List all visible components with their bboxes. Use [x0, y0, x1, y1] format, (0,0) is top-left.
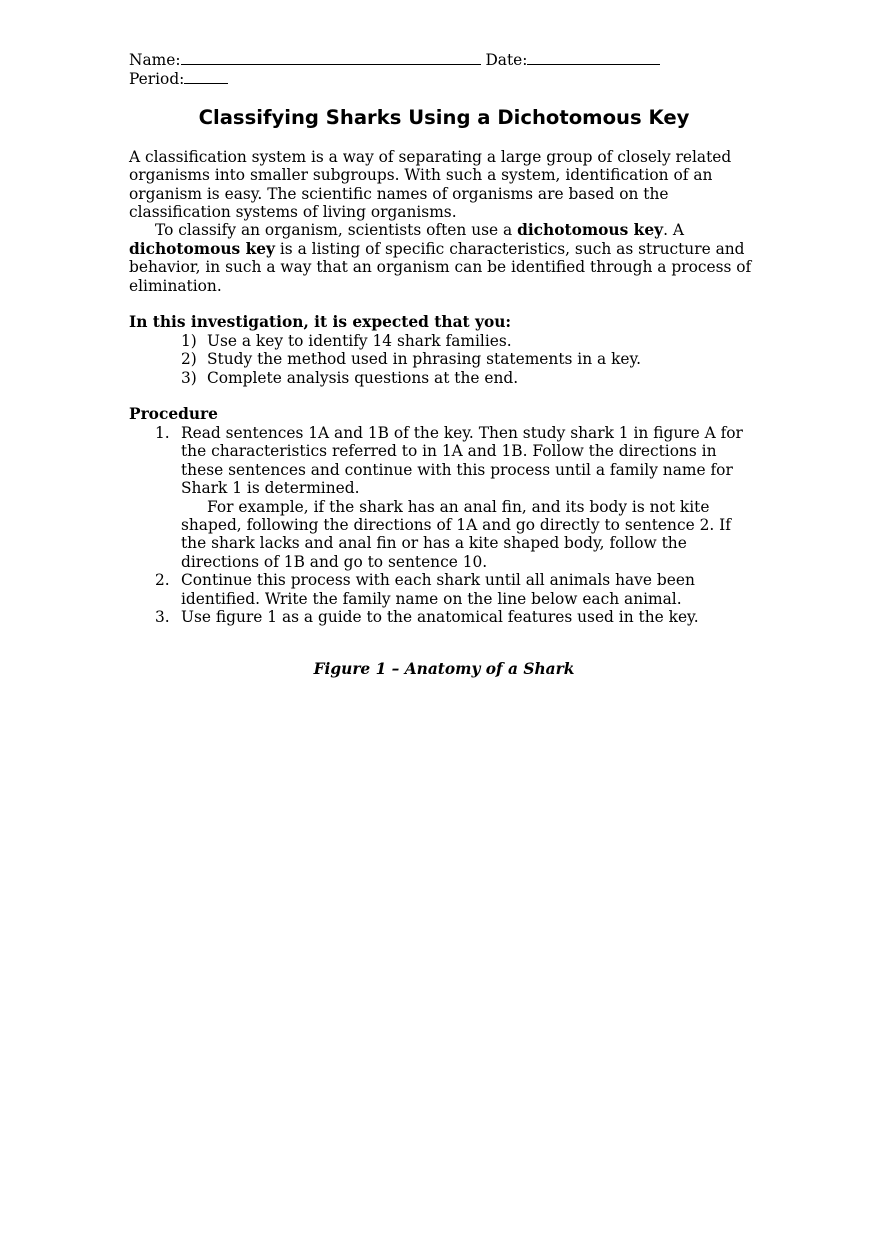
name-date-line [129, 50, 759, 69]
figure-caption: Figure 1 – Anatomy of a Shark [313, 660, 575, 679]
list-item [129, 608, 759, 626]
intro-term-1: dichotomous key [517, 221, 664, 240]
list-item-text: Use a key to identify 14 shark families. [207, 331, 512, 350]
intro-p2-mid: . A [663, 221, 684, 240]
name-label: Name: [129, 51, 181, 69]
period-label: Period: [129, 70, 185, 89]
list-item [129, 424, 759, 571]
intro-p2-end: is a listing of specific characteristics, such as structure and behavior, in such a way that an organism can be identified through a process of elimination. [129, 239, 752, 295]
intro-p2-start: To classify an organism, scientists often use a [155, 221, 518, 240]
list-item-number: 3. [155, 607, 170, 626]
goals-heading [129, 313, 759, 331]
date-label: Date: [485, 51, 528, 69]
list-item-text: Complete analysis questions at the end. [207, 368, 519, 387]
list-item-text: Use figure 1 as a guide to the anatomical features used in the key. [181, 607, 699, 626]
example-text: For example, if the shark has an anal fin, and its body is not kite shaped, following the directions of 1A and go directly to sentence 2. If the shark lacks and anal fin or has a kite shaped body, follow the directions of 1B and go to sentence 10. [181, 497, 731, 571]
name-blank [181, 50, 481, 65]
page-title: Classifying Sharks Using a Dichotomous Key [198, 105, 690, 129]
period-blank [184, 69, 228, 84]
intro-paragraph-1: A classification system is a way of separating a large group of closely related organisms into smaller subgroups. With such a system, identification of an organism is easy. The scientific names of organisms are based on the classification systems of living organisms. [129, 147, 732, 222]
list-item-text: Continue this process with each shark until all animals have been identified. Write the family name on the line below each animal. [181, 571, 695, 608]
goals-list [129, 332, 759, 387]
list-item [129, 350, 759, 368]
list-item [129, 571, 759, 608]
procedure-list [129, 424, 759, 626]
period-line [129, 69, 759, 88]
list-item-number: 1. [155, 423, 170, 442]
list-item [129, 369, 759, 387]
list-item-number: 2. [155, 571, 170, 590]
worksheet-page [129, 50, 759, 679]
intro-paragraph-2 [129, 221, 759, 295]
list-item-number: 1) [181, 331, 197, 350]
list-item-number: 2) [181, 350, 197, 369]
goals-heading-text: In this investigation, it is expected that you: [129, 313, 512, 332]
intro-term-2: dichotomous key [129, 239, 275, 258]
list-item-text: Study the method used in phrasing statements in a key. [207, 350, 642, 369]
procedure-heading [129, 405, 759, 423]
list-item-number: 3) [181, 368, 197, 387]
list-item [129, 332, 759, 350]
date-blank [527, 50, 660, 65]
procedure-heading-text: Procedure [129, 405, 218, 424]
list-item-text: Read sentences 1A and 1B of the key. Then study shark 1 in figure A for the characteristics referred to in 1A and 1B. Follow the directions in these sentences and continue with this process until a family name for Shark 1 is determined. [181, 423, 743, 498]
